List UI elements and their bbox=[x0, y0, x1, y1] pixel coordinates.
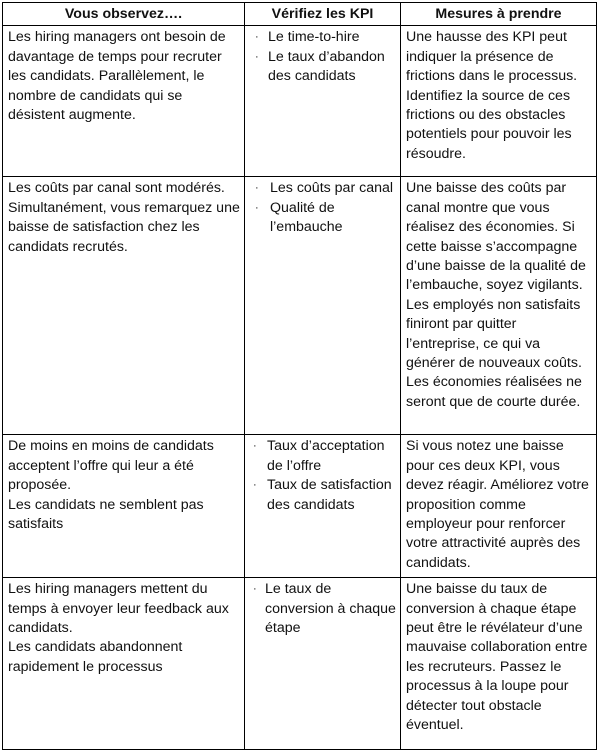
kpi-cell bbox=[245, 435, 401, 578]
observation-text: Les candidats abandonnent rapidement le processus bbox=[8, 639, 183, 675]
kpi-item bbox=[253, 437, 396, 476]
bullet-icon: · bbox=[255, 201, 259, 214]
header-row bbox=[3, 3, 597, 26]
table-row bbox=[3, 177, 597, 435]
kpi-cell bbox=[245, 26, 401, 177]
kpi-label: Taux de satisfaction des candidats bbox=[267, 477, 392, 513]
kpi-item bbox=[245, 179, 396, 198]
action-cell: Si vous notez une baisse pour ces deux KPI, vous devez réagir. Améliorez votre proposition comme employeur pour renforcer votre attractivité auprès des candidats. bbox=[401, 435, 597, 578]
kpi-label: Le taux de conversion à chaque étape bbox=[265, 581, 396, 637]
observation-text: Les coûts par canal sont modérés. Simultanément, vous remarquez une baisse de satisfaction chez les candidats recrutés. bbox=[8, 180, 240, 255]
observation-text: Les hiring managers ont besoin de davantage de temps pour recruter les candidats. Parallèlement, le nombre de candidats qui se désistent augmente. bbox=[8, 29, 226, 124]
kpi-cell bbox=[245, 578, 401, 750]
observation-text: Les candidats ne semblent pas satisfaits bbox=[8, 496, 204, 533]
bullet-icon: · bbox=[255, 31, 259, 44]
kpi-list bbox=[245, 28, 396, 86]
kpi-item bbox=[245, 48, 396, 87]
observation-text: De moins en moins de candidats acceptent l’offre qui leur a été proposée. bbox=[8, 438, 214, 494]
kpi-list bbox=[245, 179, 396, 237]
bullet-icon: · bbox=[255, 182, 259, 195]
observation-cell bbox=[3, 26, 245, 177]
kpi-list bbox=[253, 580, 396, 638]
bullet-icon: · bbox=[253, 440, 257, 453]
kpi-label: Les coûts par canal bbox=[270, 180, 394, 197]
table-row bbox=[3, 578, 597, 750]
kpi-table bbox=[2, 2, 597, 750]
bullet-icon: · bbox=[253, 583, 257, 596]
kpi-item bbox=[245, 28, 396, 47]
kpi-label: Le taux d’abandon des candidats bbox=[268, 48, 385, 85]
table-row bbox=[3, 435, 597, 578]
action-cell: Une hausse des KPI peut indiquer la présence de frictions dans le processus. Identifiez la source de ces frictions ou des obstacles potentiels pour pouvoir les résoudre. bbox=[401, 26, 597, 177]
kpi-item bbox=[253, 476, 396, 515]
header-observation: Vous observez…. bbox=[3, 3, 245, 26]
table-row bbox=[3, 26, 597, 177]
kpi-item bbox=[245, 199, 396, 238]
kpi-list bbox=[253, 437, 396, 515]
kpi-label: Qualité de l’embauche bbox=[270, 199, 343, 236]
kpi-cell bbox=[245, 177, 401, 435]
action-cell: Une baisse du taux de conversion à chaque étape peut être le révélateur d’une mauvaise collaboration entre les recruteurs. Passez le processus à la loupe pour détecter tout obstacle éventuel. bbox=[401, 578, 597, 750]
observation-cell bbox=[3, 177, 245, 435]
bullet-icon: · bbox=[253, 479, 257, 492]
kpi-item bbox=[253, 580, 396, 638]
observation-text: Les hiring managers mettent du temps à envoyer leur feedback aux candidats. bbox=[8, 581, 229, 637]
observation-cell bbox=[3, 578, 245, 750]
header-kpis: Vérifiez les KPI bbox=[245, 3, 401, 26]
kpi-label: Le time-to-hire bbox=[268, 29, 360, 46]
action-cell: Une baisse des coûts par canal montre que vous réalisez des économies. Si cette baisse s’accompagne d’une baisse de la qualité de l’embauche, soyez vigilants. Les employés non satisfaits finiront par quitter l’entreprise, ce qui va générer de nouveaux coûts. Les économies réalisées ne seront que de courte durée. bbox=[401, 177, 597, 435]
kpi-label: Taux d’acceptation de l’offre bbox=[267, 438, 385, 474]
header-actions: Mesures à prendre bbox=[401, 3, 597, 26]
observation-cell bbox=[3, 435, 245, 578]
bullet-icon: · bbox=[255, 50, 259, 63]
